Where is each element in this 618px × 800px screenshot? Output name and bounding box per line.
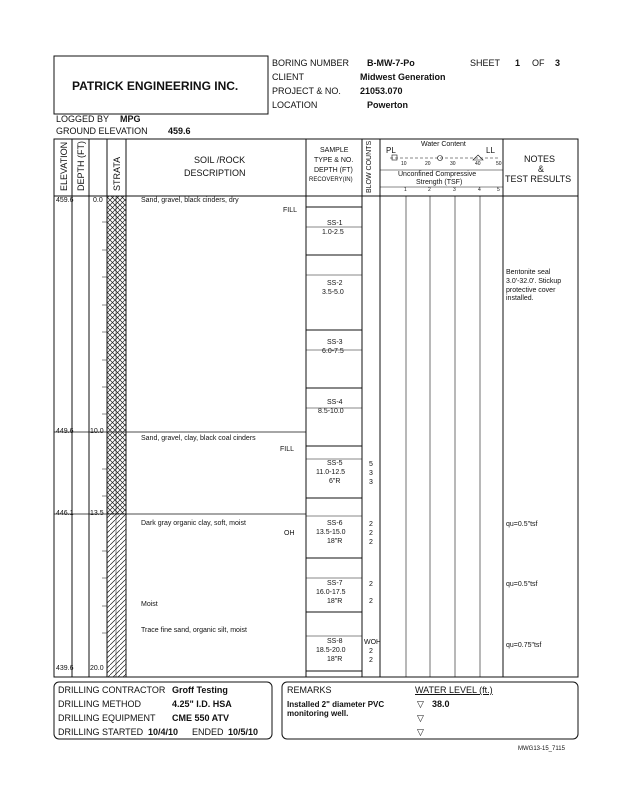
remarks-text: Installed 2" diameter PVC monitoring well. (287, 700, 385, 719)
sample-depth: 13.5-15.0 (316, 529, 346, 536)
wc-scale-20: 20 (425, 161, 431, 167)
column-header-depth: DEPTH (FT) (76, 141, 86, 191)
boring-number-label: BORING NUMBER (272, 58, 350, 68)
boring-number: B-MW-7-Po (367, 58, 415, 68)
blow-count: WOH (364, 639, 382, 646)
elevation-value: 449.6 (56, 428, 74, 435)
drilling-equipment-label: DRILLING EQUIPMENT (58, 713, 156, 723)
depth-value: 13.5 (90, 510, 104, 517)
note-qu: qu=0.5"tsf (506, 521, 538, 528)
soil-class: FILL (280, 446, 295, 453)
strata-organic-clay (107, 514, 126, 677)
project-label: PROJECT & NO. (272, 86, 341, 96)
location-label: LOCATION (272, 100, 318, 110)
ground-elevation-label: GROUND ELEVATION (56, 126, 148, 136)
sample-depth: 16.0-17.5 (316, 589, 346, 596)
elevation-value: 459.6 (56, 197, 74, 204)
column-header-test-results: TEST RESULTS (505, 174, 572, 184)
ucs-units: Strength (TSF) (416, 179, 463, 186)
sample-id: SS-3 (327, 339, 343, 346)
sample-recovery: 6"R (329, 478, 341, 485)
sample-id: SS-8 (327, 638, 343, 645)
blow-count: 2 (369, 539, 373, 546)
sample-depth: 3.5-5.0 (322, 289, 344, 296)
ground-elevation-value: 459.6 (168, 126, 191, 136)
sample-depth: 11.0-12.5 (316, 469, 346, 476)
document-id: MWG13-15_7115 (518, 746, 565, 752)
drilling-contractor-value: Groff Testing (172, 685, 228, 695)
strata-fill-crosshatch (107, 196, 126, 514)
sheet-total: 3 (555, 58, 561, 68)
depth-value: 0.0 (93, 197, 103, 204)
blow-count: 2 (369, 657, 373, 664)
soil-description: Sand, gravel, black cinders, dry (141, 197, 239, 204)
note-qu: qu=0.75"tsf (506, 642, 542, 649)
blow-count: 3 (369, 470, 373, 477)
water-level-label: WATER LEVEL (ft.) (415, 685, 493, 695)
soil-description: Sand, gravel, clay, black coal cinders (141, 435, 256, 442)
sample-id: SS-6 (327, 520, 343, 527)
sample-depth: 18.5-20.0 (316, 647, 346, 654)
elevation-value: 439.6 (56, 665, 74, 672)
project-value: 21053.070 (360, 86, 403, 96)
ucs-scale-2: 2 (428, 187, 431, 193)
water-content-label: Water Content (421, 141, 466, 148)
blow-count: 2 (369, 648, 373, 655)
drilling-started-label: DRILLING STARTED (58, 727, 144, 737)
sample-recovery: 18"R (327, 656, 343, 663)
column-header-depth-ft: DEPTH (FT) (314, 167, 353, 174)
ucs-label: Unconfined Compressive (398, 171, 477, 178)
column-header-blow-counts: BLOW COUNTS (366, 140, 373, 193)
water-level-icon: ▽ (417, 713, 424, 723)
sample-id: SS-7 (327, 580, 343, 587)
wc-scale-50: 50 (496, 161, 502, 167)
sample-id: SS-4 (327, 399, 343, 406)
location-value: Powerton (367, 100, 409, 110)
sheet-of: OF (532, 58, 545, 68)
drilling-equipment-value: CME 550 ATV (172, 713, 230, 723)
plastic-limit-label: PL (386, 146, 396, 155)
blow-count: 2 (369, 581, 373, 588)
soil-class: OH (284, 530, 295, 537)
ucs-scale-1: 1 (404, 187, 407, 193)
drilling-method-value: 4.25" I.D. HSA (172, 699, 232, 709)
drilling-contractor-label: DRILLING CONTRACTOR (58, 685, 166, 695)
liquid-limit-label: LL (486, 146, 495, 155)
wc-scale-40: 40 (475, 161, 481, 167)
drilling-ended-label: ENDED (192, 727, 224, 737)
client-value: Midwest Generation (360, 72, 446, 82)
sample-depth: 8.5-10.0 (318, 408, 344, 415)
sample-recovery: 18"R (327, 538, 343, 545)
wc-scale-10: 10 (401, 161, 407, 167)
ucs-scale-3: 3 (453, 187, 456, 193)
logged-by-value: MPG (120, 114, 141, 124)
column-header-elevation: ELEVATION (59, 141, 69, 191)
logged-by-label: LOGGED BY (56, 114, 110, 124)
company-name: PATRICK ENGINEERING INC. (72, 79, 239, 93)
client-label: CLIENT (272, 72, 305, 82)
ucs-scale-5: 5 (497, 187, 500, 193)
blow-count: 2 (369, 530, 373, 537)
soil-description: Trace fine sand, organic silt, moist (141, 627, 247, 634)
soil-description: Moist (141, 601, 158, 608)
sample-id: SS-2 (327, 280, 343, 287)
water-level-icon: ▽ (417, 699, 424, 709)
water-level-value: 38.0 (432, 699, 450, 709)
sheet-number: 1 (515, 58, 521, 68)
soil-class: FILL (283, 207, 298, 214)
column-header-type-no: TYPE & NO. (314, 157, 354, 164)
blow-count: 5 (369, 461, 373, 468)
column-header-strata: STRATA (112, 156, 122, 191)
sample-depth: 6.0-7.5 (322, 348, 344, 355)
remarks-label: REMARKS (287, 685, 332, 695)
column-header-soil: SOIL /ROCK (194, 155, 246, 165)
wc-scale-30: 30 (450, 161, 456, 167)
sheet-label: SHEET (470, 58, 501, 68)
note-bentonite-seal: Bentonite seal 3.0'-32.0'. Stickup protective cover installed. (506, 269, 562, 303)
depth-value: 10.0 (90, 428, 104, 435)
sample-depth: 1.0-2.5 (322, 229, 344, 236)
elevation-value: 446.1 (56, 510, 74, 517)
water-level-icon: ▽ (417, 727, 424, 737)
column-header-sample: SAMPLE (320, 147, 349, 154)
blow-count: 3 (369, 479, 373, 486)
column-header-recovery: RECOVERY(IN) (309, 177, 353, 183)
sample-recovery: 18"R (327, 598, 343, 605)
soil-description: Dark gray organic clay, soft, moist (141, 520, 246, 527)
ucs-scale-4: 4 (478, 187, 481, 193)
column-header-description: DESCRIPTION (184, 168, 246, 178)
column-header-notes: NOTES (524, 154, 556, 164)
blow-count: 2 (369, 521, 373, 528)
depth-value: 20.0 (90, 665, 104, 672)
drilling-ended-value: 10/5/10 (228, 727, 259, 737)
blow-count: 2 (369, 598, 373, 605)
drilling-started-value: 10/4/10 (148, 727, 179, 737)
drilling-method-label: DRILLING METHOD (58, 699, 142, 709)
note-qu: qu=0.5"tsf (506, 581, 538, 588)
sample-id: SS-5 (327, 460, 343, 467)
column-header-amp: & (538, 164, 545, 174)
sample-id: SS-1 (327, 220, 343, 227)
